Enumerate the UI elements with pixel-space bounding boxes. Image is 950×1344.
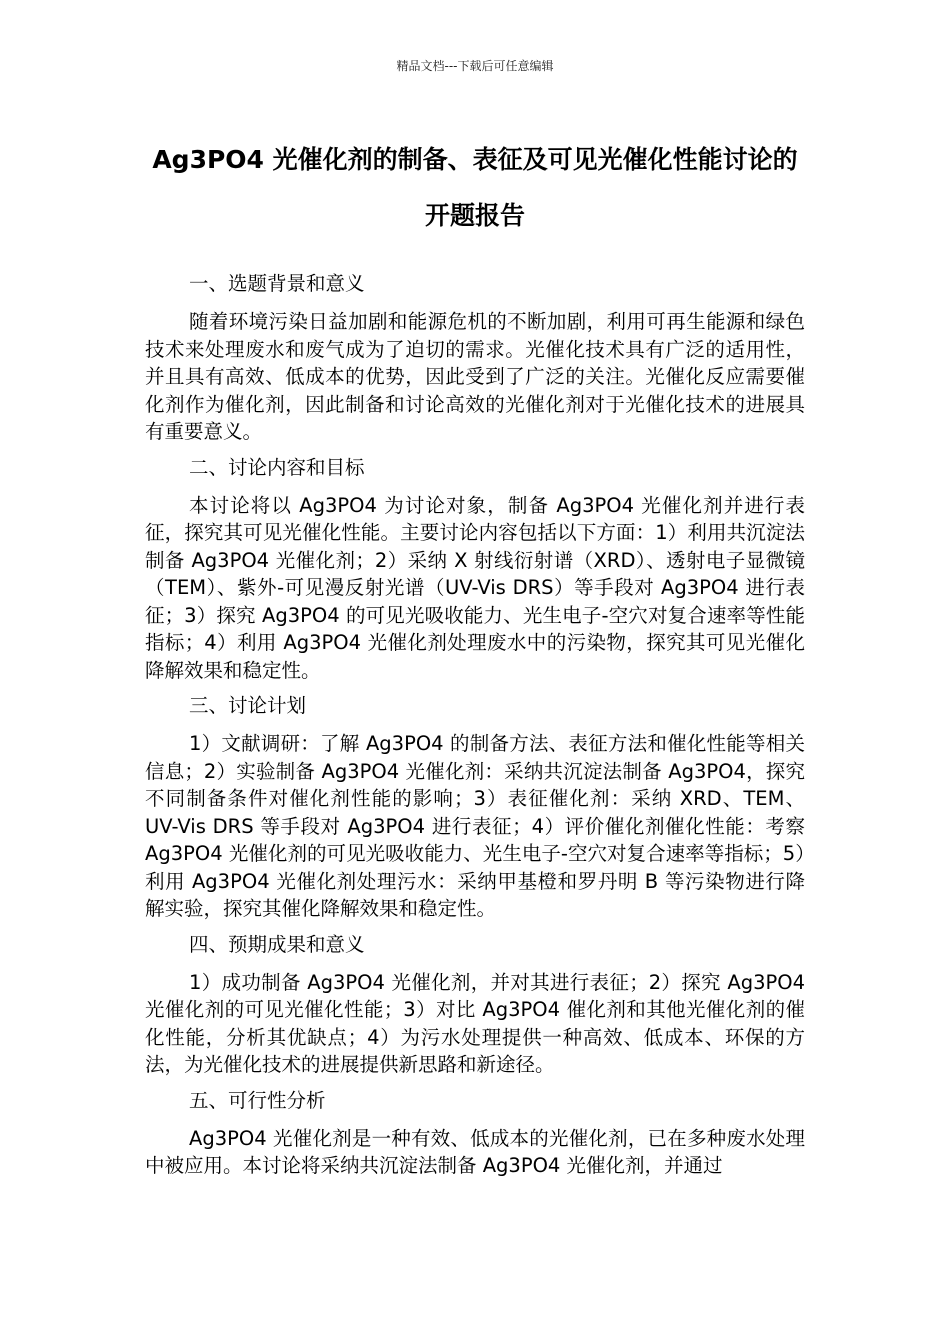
section-paragraph: 1）文献调研：了解 Ag3PO4 的制备方法、表征方法和催化性能等相关信息；2）实验制备 Ag3PO4 光催化剂：采纳共沉淀法制备 Ag3PO4，探究不同制备条件对催化剂性能的影响；3）表征催化剂：采纳 XRD、TEM、UV-Vis DRS 等手段对 Ag3PO4 进行表征；4）评价催化剂催化性能：考察 Ag3PO4 光催化剂的可见光吸收能力、光生电子-空穴对复合速率等指标；5）利用 Ag3PO4 光催化剂处理污水：采纳甲基橙和罗丹明 B 等污染物进行降解实验，探究其催化降解效果和稳定性。 (145, 732, 805, 920)
section-paragraph: Ag3PO4 光催化剂是一种有效、低成本的光催化剂，已在多种废水处理中被应用。本讨论将采纳共沉淀法制备 Ag3PO4 光催化剂，并通过 (145, 1126, 805, 1177)
document-body (145, 270, 805, 1188)
section-paragraph: 1）成功制备 Ag3PO4 光催化剂，并对其进行表征；2）探究 Ag3PO4 光催化剂的可见光催化性能；3）对比 Ag3PO4 催化剂和其他光催化剂的催化性能，分析其优缺点；4）为污水处理提供一种高效、低成本、环保的方法，为光催化技术的进展提供新思路和新途径。 (145, 970, 805, 1076)
section-content-goals (145, 454, 805, 685)
section-plan (145, 692, 805, 923)
section-heading: 二、讨论内容和目标 (189, 455, 365, 479)
section-feasibility (145, 1087, 805, 1180)
section-heading: 一、选题背景和意义 (189, 272, 365, 295)
section-heading: 五、可行性分析 (189, 1088, 326, 1112)
section-expected-results (145, 931, 805, 1079)
section-paragraph: 本讨论将以 Ag3PO4 为讨论对象，制备 Ag3PO4 光催化剂并进行表征，探究其可见光催化性能。主要讨论内容包括以下方面：1）利用共沉淀法制备 Ag3PO4 光催化剂；2）采纳 X 射线衍射谱（XRD）、透射电子显微镜（TEM）、紫外-可见漫反射光谱（UV-Vis DRS）等手段对 Ag3PO4 进行表征；3）探究 Ag3PO4 的可见光吸收能力、光生电子-空穴对复合速率等性能指标；4）利用 Ag3PO4 光催化剂处理废水中的污染物，探究其可见光催化降解效果和稳定性。 (145, 493, 805, 682)
header-note: 精品文档---下载后可任意编辑 (396, 59, 554, 73)
section-background (145, 270, 805, 446)
document-title: Ag3PO4 光催化剂的制备、表征及可见光催化性能讨论的开题报告 (152, 145, 798, 230)
section-heading: 三、讨论计划 (189, 694, 307, 717)
section-paragraph: 随着环境污染日益加剧和能源危机的不断加剧，利用可再生能源和绿色技术来处理废水和废气成为了迫切的需求。光催化技术具有广泛的适用性，并且具有高效、低成本的优势，因此受到了广泛的关注。光催化反应需要催化剂作为催化剂，因此制备和讨论高效的光催化剂对于光催化技术的进展具有重要意义。 (145, 310, 805, 443)
section-heading: 四、预期成果和意义 (189, 932, 365, 956)
